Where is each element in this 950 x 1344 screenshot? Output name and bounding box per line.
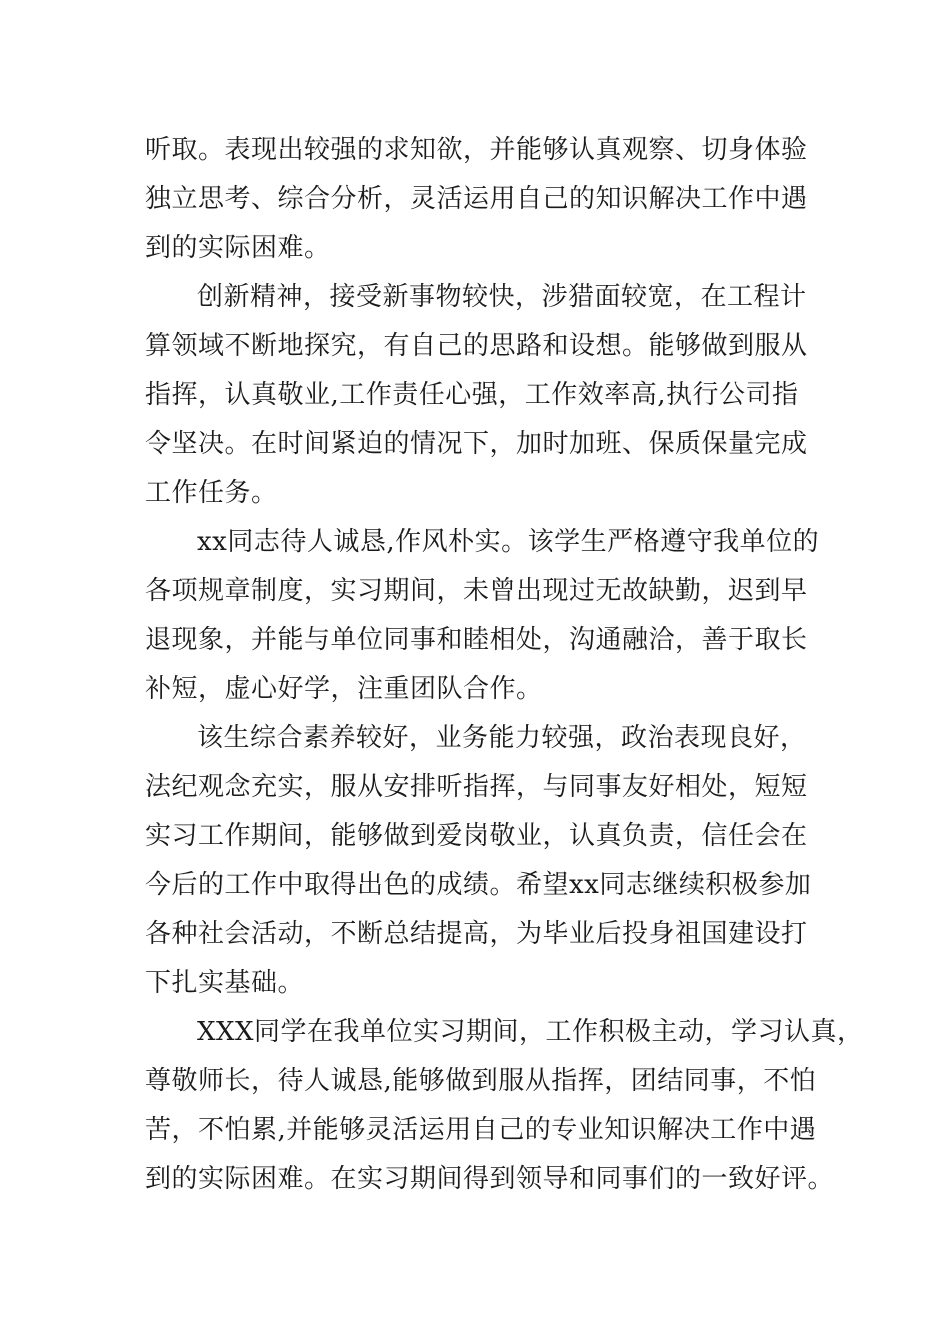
text-line: 法纪观念充实，服从安排听指挥，与同事友好相处，短短 [145, 772, 808, 802]
text-line: 苦，不怕累,并能够灵活运用自己的专业知识解决工作中遇 [145, 1115, 817, 1145]
paragraph-5 [145, 1008, 864, 1204]
text-line: 退现象，并能与单位同事和睦相处，沟通融洽，善于取长 [145, 625, 808, 655]
text-line: 尊敬师长，待人诚恳,能够做到服从指挥，团结同事，不怕 [145, 1066, 817, 1096]
document-body [145, 126, 864, 1204]
text-line: 补短，虚心好学，注重团队合作。 [145, 674, 543, 704]
paragraph-1 [145, 126, 835, 273]
text-line: 下扎实基础。 [145, 968, 305, 998]
text-line: 创新精神，接受新事物较快，涉猎面较宽，在工程计 [197, 282, 807, 312]
text-line: xx同志待人诚恳,作风朴实。该学生严格遵守我单位的 [197, 527, 820, 557]
text-line: 该生综合素养较好，业务能力较强，政治表现良好， [197, 723, 807, 753]
text-line: 算领域不断地探究，有自己的思路和设想。能够做到服从 [145, 331, 808, 361]
text-line: 听取。表现出较强的求知欲，并能够认真观察、切身体验 [145, 135, 808, 165]
paragraph-3 [145, 518, 835, 714]
text-line: 今后的工作中取得出色的成绩。希望xx同志继续积极参加 [145, 870, 812, 900]
text-line: 各种社会活动，不断总结提高，为毕业后投身祖国建设打 [145, 919, 808, 949]
text-line: 工作任务。 [145, 478, 278, 508]
text-line: 实习工作期间，能够做到爱岗敬业，认真负责，信任会在 [145, 821, 808, 851]
text-line: 令坚决。在时间紧迫的情况下，加时加班、保质保量完成 [145, 429, 808, 459]
text-line: 独立思考、综合分析，灵活运用自己的知识解决工作中遇 [145, 184, 808, 214]
text-line: 到的实际困难。在实习期间得到领导和同事们的一致好评。 [145, 1164, 835, 1194]
paragraph-4 [145, 714, 835, 1008]
text-line: 指挥，认真敬业,工作责任心强，工作效率高,执行公司指 [145, 380, 799, 410]
paragraph-2 [145, 273, 835, 518]
text-line: XXX同学在我单位实习期间，工作积极主动，学习认真， [197, 1017, 864, 1047]
text-line: 到的实际困难。 [145, 233, 331, 263]
text-line: 各项规章制度，实习期间，未曾出现过无故缺勤，迟到早 [145, 576, 808, 606]
